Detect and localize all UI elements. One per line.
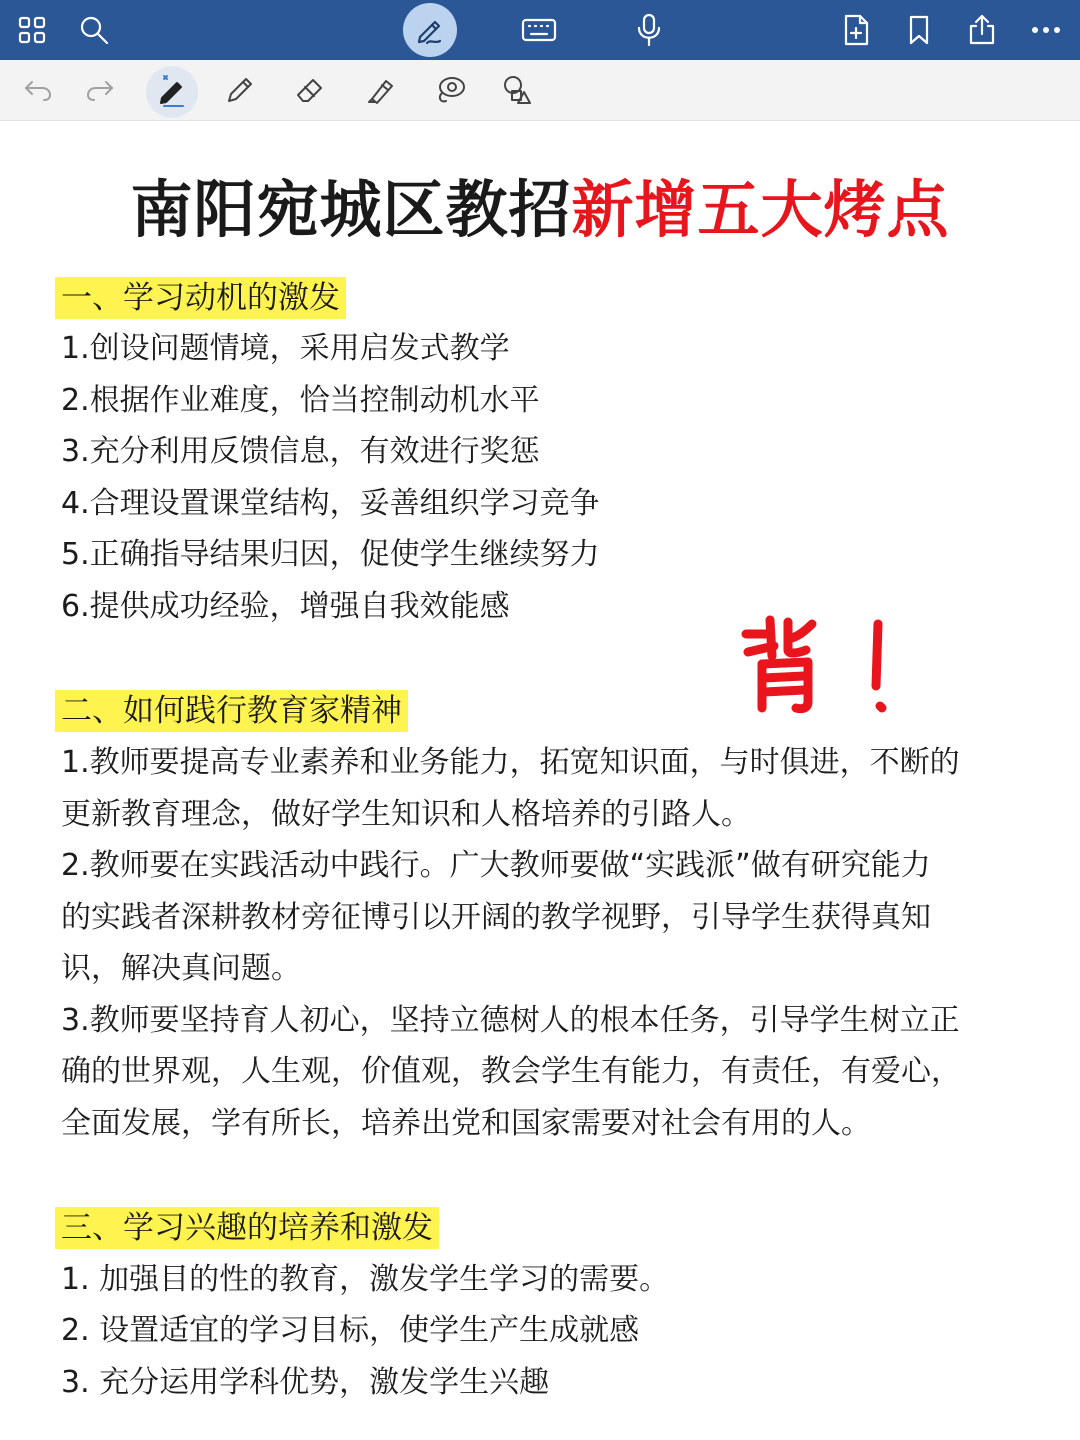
list-item: 2. 设置适宜的学习目标，使学生产生成就感 [61,1313,640,1348]
title-black-part: 南阳宛城区教招 [130,173,572,246]
list-item: 更新教育理念，做好学生知识和人格培养的引路人。 [61,797,751,832]
list-item: 5.正确指导结果归因，促使学生继续努力 [61,537,600,572]
shapes-icon[interactable] [496,68,540,112]
add-page-icon[interactable] [832,6,880,54]
list-item: 3. 充分运用学科优势，激发学生兴趣 [61,1365,550,1400]
handwritten-note-drawing [732,612,912,722]
more-icon[interactable] [1022,6,1070,54]
pencil-icon[interactable] [218,68,262,112]
ballpoint-pen-icon[interactable] [150,68,194,112]
list-item: 3.教师要坚持育人初心，坚持立德树人的根本任务，引导学生树立正 [61,1003,960,1038]
grid-icon[interactable] [8,6,56,54]
section-heading-1: 一、学习动机的激发 [55,277,346,319]
top-toolbar [0,0,1080,60]
lasso-icon[interactable] [428,68,472,112]
keyboard-icon[interactable] [515,6,563,54]
share-icon[interactable] [958,6,1006,54]
microphone-icon[interactable] [625,6,673,54]
highlighter-icon[interactable] [358,68,402,112]
redo-icon[interactable] [78,68,122,112]
section-heading-3: 三、学习兴趣的培养和激发 [55,1207,439,1249]
title-red-part: 新增五大烤点 [571,173,950,246]
list-item: 2.根据作业难度，恰当控制动机水平 [61,383,540,418]
list-item: 识，解决真问题。 [61,951,301,986]
pen-mode-icon[interactable] [403,3,457,57]
list-item: 2.教师要在实践活动中践行。广大教师要做“实践派”做有研究能力 [61,848,931,883]
list-item: 1. 加强目的性的教育，激发学生学习的需要。 [61,1262,670,1297]
list-item: 1.教师要提高专业素养和业务能力，拓宽知识面，与时俱进，不断的 [61,745,960,780]
list-item: 的实践者深耕教材旁征博引以开阔的教学视野，引导学生获得真知 [61,900,931,935]
handwritten-note [732,612,912,726]
list-item: 1.创设问题情境，采用启发式教学 [61,331,510,366]
page-title [0,160,1080,249]
bookmark-icon[interactable] [895,6,943,54]
section-heading-2: 二、如何践行教育家精神 [55,690,408,732]
eraser-icon[interactable] [288,68,332,112]
list-item: 全面发展，学有所长，培养出党和国家需要对社会有用的人。 [61,1106,871,1141]
search-icon[interactable] [70,6,118,54]
list-item: 3.充分利用反馈信息，有效进行奖惩 [61,434,540,469]
undo-icon[interactable] [16,68,60,112]
list-item: 确的世界观，人生观，价值观，教会学生有能力，有责任，有爱心， [61,1054,961,1089]
list-item: 6.提供成功经验，增强自我效能感 [61,589,510,624]
list-item: 4.合理设置课堂结构，妥善组织学习竞争 [61,486,600,521]
